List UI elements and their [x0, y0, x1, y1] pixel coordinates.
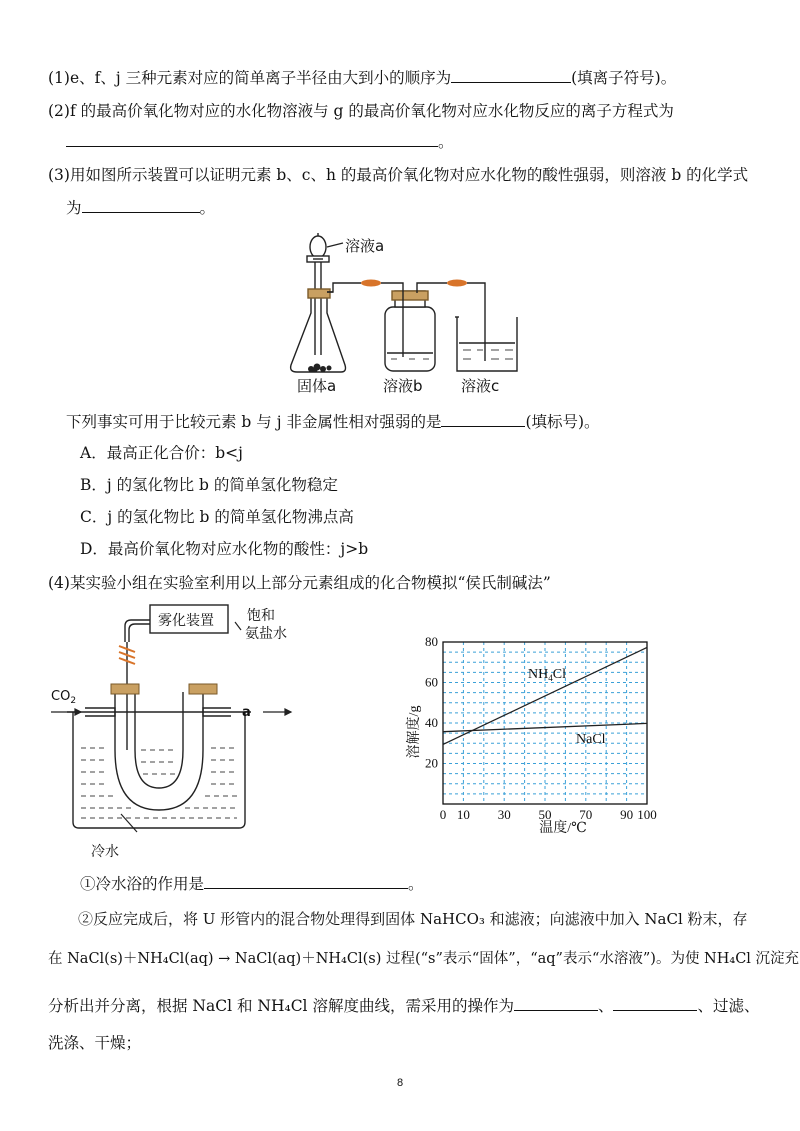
nh4cl-label-sub: 4 — [548, 673, 553, 683]
y-tick-label: 20 — [425, 755, 438, 771]
q4-1-line — [80, 872, 424, 895]
saturated-label: 饱和 — [247, 608, 275, 624]
solution-c-label: 溶液c — [461, 377, 500, 395]
q3-line — [48, 164, 748, 186]
x-tick-label: 0 — [439, 807, 447, 822]
solid-a-label: 固体a — [297, 377, 337, 395]
nh4cl-label-main: NH — [528, 667, 549, 682]
solubility-chart — [400, 632, 670, 837]
q2-end: 。 — [438, 133, 454, 151]
solution-b-label: 溶液b — [383, 377, 423, 395]
option-b[interactable]: B．j 的氢化物比 b 的简单氢化物稳定 — [80, 476, 338, 494]
q3-answer-blank[interactable] — [82, 196, 200, 213]
series-line-nacl — [443, 723, 647, 731]
x-tick-label: 30 — [497, 807, 511, 822]
co2-subscript: 2 — [70, 696, 77, 706]
y-tick-label: 60 — [425, 674, 438, 690]
series-label-nacl: NaCl — [576, 732, 606, 747]
co2-text: CO — [51, 689, 71, 704]
ammonia-brine-label: 氨盐水 — [245, 626, 287, 642]
q3-cont: 为 — [66, 199, 82, 217]
option-a[interactable]: A．最高正化合价：b<j — [80, 444, 243, 462]
q4-2-sep1: 、 — [597, 997, 614, 1015]
cold-water-label: 冷水 — [91, 844, 119, 860]
nh4cl-label-tail: Cl — [552, 667, 566, 682]
q4-1-end: 。 — [408, 875, 424, 893]
q1-answer-blank[interactable] — [451, 66, 571, 83]
q3b-line — [66, 410, 600, 433]
q4-line: (4)某实验小组在实验室利用以上部分元素组成的化合物模拟“侯氏制碱法” — [48, 574, 551, 592]
atomizer-label: 雾化装置 — [158, 613, 214, 629]
q4-2-answer-blank-2[interactable] — [613, 994, 697, 1011]
apparatus-1-diagram — [285, 225, 535, 395]
q3b-text: 下列事实可用于比较元素 b 与 j 非金属性相对强弱的是 — [66, 413, 442, 431]
q4-1-answer-blank[interactable] — [204, 872, 408, 889]
series-label-nh4cl — [528, 667, 566, 683]
q4-2-line1: ②反应完成后，将 U 形管内的混合物处理得到固体 NaHCO₃ 和滤液；向滤液中加入 NaCl 粉末，存 — [78, 910, 748, 928]
q3-end: 。 — [199, 199, 216, 217]
page-number: 8 — [396, 1077, 404, 1089]
q4-2-answer-blank-1[interactable] — [514, 994, 598, 1011]
q2-answer-blank[interactable] — [66, 130, 438, 147]
q1-text: (1)e、f、j 三种元素对应的简单离子半径由大到小的顺序为 — [48, 69, 452, 87]
x-tick-label: 50 — [538, 807, 552, 822]
y-axis-label: 溶解度/g — [407, 705, 422, 759]
x-tick-label: 90 — [620, 807, 634, 822]
q4-2-line3 — [48, 994, 759, 1017]
x-tick-label: 10 — [456, 807, 470, 822]
x-tick-label: 70 — [579, 807, 593, 822]
q2-answer-line — [66, 130, 454, 153]
y-tick-label: 80 — [425, 634, 438, 649]
x-axis-label: 温度/℃ — [539, 821, 587, 836]
q4-2-line3-text: 分析出并分离，根据 NaCl 和 NH₄Cl 溶解度曲线，需采用的操作为 — [48, 997, 514, 1015]
q2-text: (2)f 的最高价氧化物对应的水化物溶液与 g 的最高价氧化物对应水化物反应的离子方程式为 — [48, 102, 674, 120]
q3-cont-line — [66, 196, 215, 219]
solution-a-label: 溶液a — [345, 237, 385, 255]
q4-2-line4: 洗涤、干燥； — [48, 1034, 142, 1052]
x-tick-label: 100 — [637, 807, 657, 822]
q3-text: (3)用如图所示装置可以证明元素 b、c、h 的最高价氧化物对应水化物的酸性强弱，则溶液 b 的化学式 — [48, 166, 749, 184]
q2-line — [48, 100, 674, 122]
option-c[interactable]: C．j 的氢化物比 b 的简单氢化物沸点高 — [80, 508, 354, 526]
q3b-answer-blank[interactable] — [441, 410, 525, 427]
q1-suffix: (填离子符号)。 — [571, 69, 677, 87]
q4-2-line2: 在 NaCl(s)＋NH₄Cl(aq) → NaCl(aq)＋NH₄Cl(s) 过程(“s”表示“固体”，“aq”表示“水溶液”)。为使 NH₄Cl 沉淀充 — [48, 951, 800, 967]
y-tick-label: 40 — [425, 715, 438, 730]
q4-1-text: ①冷水浴的作用是 — [80, 875, 205, 893]
outlet-label: a — [242, 705, 251, 720]
co2-label — [51, 689, 76, 706]
q4-2-sep2: 、过滤、 — [697, 997, 760, 1015]
apparatus-2-diagram — [45, 600, 305, 865]
q3b-suffix: (填标号)。 — [525, 413, 600, 431]
q1-line — [48, 66, 676, 89]
option-d[interactable]: D．最高价氧化物对应水化物的酸性：j>b — [80, 540, 369, 558]
